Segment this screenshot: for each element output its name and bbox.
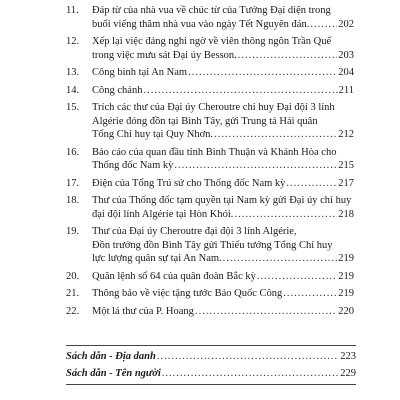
entry-line: Đồn trưởng đồn Bình Tây gửi Thiếu tướng Tổng Chỉ huy <box>92 239 333 251</box>
dot-leader <box>223 253 338 265</box>
dot-leader <box>174 160 337 172</box>
entry-title-text: Tổng Chỉ huy tại Quy Nhơn. <box>92 129 214 140</box>
dot-leader <box>214 129 337 141</box>
entry-line: Xếp lại việc đáng nghi ngờ về viên thông ngôn Trần Quế <box>92 36 332 47</box>
entry-title-text: Thông báo về việc tặng tước Bảo Quốc Công <box>92 288 283 299</box>
dot-leader <box>234 209 337 221</box>
entry-number: 16. <box>66 146 80 158</box>
entry-number: 11. <box>66 5 79 16</box>
entry-title-text: buổi viếng thăm nhà vua vào ngày Tết Nguyên đán. <box>92 18 310 30</box>
dot-leader <box>157 351 339 363</box>
index-label: Sách dẫn - Tên người <box>66 368 161 379</box>
entry-number: 14. <box>66 84 80 96</box>
entry-line-with-page <box>92 209 354 221</box>
entry-title-text: Điện của Tổng Trú sứ cho Thống đốc Nam kỳ <box>92 177 286 189</box>
dot-leader <box>143 85 337 97</box>
index-label: Sách dẫn - Địa danh <box>66 351 156 362</box>
entry-page-number: 220 <box>338 305 354 317</box>
entry-line-with-page <box>92 306 354 318</box>
index-entry-people <box>66 368 356 380</box>
dot-leader <box>162 368 339 380</box>
dot-leader <box>238 50 337 62</box>
entry-number: 17. <box>66 177 80 189</box>
entry-page-number: 212 <box>338 129 354 140</box>
entry-line-with-page <box>92 160 354 172</box>
entry-page-number: 202 <box>338 18 354 30</box>
entry-title-text: Công binh tại An Nam <box>92 67 188 78</box>
dot-leader <box>283 288 337 300</box>
entry-line: Trích các thư của Đại úy Cheroutre chỉ huy Đại đội 3 lính <box>92 102 335 113</box>
index-page: 229 <box>340 368 356 379</box>
divider-top <box>66 345 356 346</box>
entry-line-with-page <box>92 271 354 283</box>
dot-leader <box>195 306 337 318</box>
entry-title-text: Công chánh <box>92 84 143 96</box>
entry-page-number: 217 <box>338 177 354 189</box>
entry-line: Thư của Thống đốc tạm quyền tại Nam kỳ gửi Đại úy chỉ huy <box>92 195 352 206</box>
entry-line-with-page <box>92 85 354 97</box>
entry-line: Đáp từ của nhà vua về chúc từ của Tướng Đại diện trong <box>92 5 331 16</box>
entry-line-with-page <box>92 178 354 190</box>
entry-page-number: 204 <box>338 67 354 78</box>
entry-page-number: 219 <box>338 253 354 264</box>
entry-number: 20. <box>66 270 80 282</box>
entry-line: Báo cáo của quan đầu tỉnh Bình Thuận và Khánh Hòa cho <box>92 146 337 158</box>
entry-line-with-page <box>92 253 354 265</box>
entry-page-number: 215 <box>338 160 354 171</box>
dot-leader <box>257 271 337 283</box>
entry-line-with-page <box>92 67 354 79</box>
entry-number: 12. <box>66 36 80 47</box>
entry-title-text: đại đội lính Algérie tại Hòn Khói. <box>92 208 234 220</box>
dot-leader <box>286 178 337 190</box>
index-page: 223 <box>340 351 356 362</box>
entry-page-number: 219 <box>338 288 354 299</box>
entry-number: 13. <box>66 67 80 78</box>
entry-number: 19. <box>66 226 80 237</box>
index-entry-places <box>66 351 356 363</box>
entry-line-with-page <box>92 129 354 141</box>
entry-title-text: lực lượng quân sự tại An Nam. <box>92 253 222 264</box>
entry-page-number: 219 <box>338 270 354 282</box>
dot-leader <box>310 19 337 31</box>
divider-bottom <box>66 384 356 385</box>
entry-line-with-page <box>92 50 354 62</box>
entry-number: 18. <box>66 195 80 206</box>
entry-title-text: trong việc mưu sát Đại úy Besson. <box>92 49 237 61</box>
entry-page-number: 211 <box>338 84 354 96</box>
entry-title-text: Một lá thư của P. Hoang <box>92 305 194 317</box>
entry-number: 15. <box>66 102 80 113</box>
entry-number: 22. <box>66 305 80 317</box>
entry-number: 21. <box>66 288 80 299</box>
entry-page-number: 203 <box>338 49 354 61</box>
dot-leader <box>188 67 337 79</box>
entry-line: Thư của Đại úy Cheroutre đại đội 3 lính Algérie, <box>92 226 297 237</box>
entry-line: Algérie đóng đồn tại Bình Tây, gửi Trung tá Hải quân <box>92 115 318 127</box>
entry-title-text: Quân lệnh số 64 của quân đoàn Bắc kỳ <box>92 270 256 282</box>
entry-page-number: 218 <box>338 208 354 220</box>
entry-line-with-page <box>92 288 354 300</box>
entry-title-text: Thống đốc Nam kỳ <box>92 160 174 171</box>
entry-line-with-page <box>92 19 354 31</box>
